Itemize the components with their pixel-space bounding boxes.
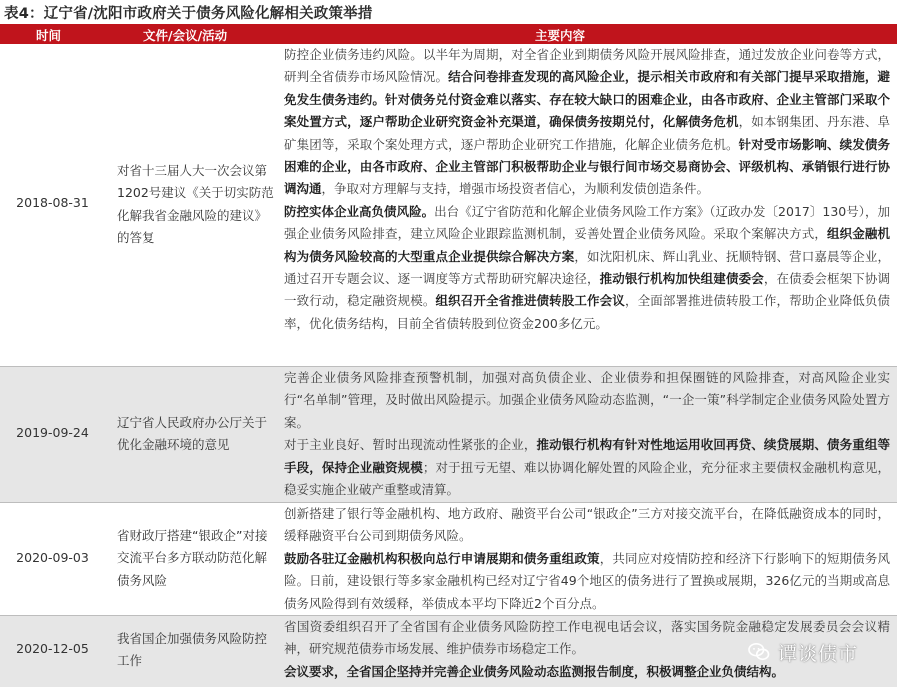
table-row <box>0 44 897 366</box>
bold-text-run: 会议要求，全省国企坚持并完善企业债务风险动态监测报告制度，积极调整企业负债结构。 <box>284 663 785 679</box>
bold-text-run: 推动银行机构有针对性地运用收回再贷、续贷展期、债务重组等手段，保持企业融资规模 <box>284 437 890 475</box>
watermark-text: 谭谈债市 <box>778 642 859 665</box>
bold-text-run: 组织金融机构为债务风险较高的大型重点企业提供综合解决方案 <box>284 226 890 264</box>
text-run: ，如本钢集团、丹东港、阜矿集团等，采取个案处理方式，逐户帮助企业研究工作措施，化解企业债务危机。 <box>284 114 890 152</box>
text-run: ，全面部署推进债转股工作，帮助企业降低负债率，优化债务结构，目前全省债转股到位资金200多亿元。 <box>284 293 890 331</box>
table-header <box>0 24 897 44</box>
content-paragraph <box>284 503 890 548</box>
row-document: 辽宁省人民政府办公厅关于优化金融环境的意见 <box>117 415 268 453</box>
row-document: 省财政厅搭建“银政企”对接交流平台多方联动防范化解债务风险 <box>117 528 268 588</box>
row-document: 对省十三届人大一次会议第1202号建议《关于切实防范化解我省金融风险的建议》的答复 <box>117 163 274 246</box>
content-paragraph <box>284 434 890 501</box>
row-date: 2018-08-31 <box>16 195 89 210</box>
header-content: 主要内容 <box>535 28 586 43</box>
text-run: 对于主业良好、暂时出现流动性紧张的企业， <box>284 437 537 453</box>
wechat-icon <box>748 642 770 662</box>
text-run: ；对于扭亏无望、难以协调化解处置的风险企业，充分征求主要债权金融机构意见，稳妥实施企业破产重整或清算。 <box>284 459 890 498</box>
text-run: 出台《辽宁省防范和化解企业债务风险工作方案》（辽政办发〔2017〕130号），加强企业债务风险排查，建立风险企业跟踪监测机制，妥善处置企业债务风险。采取个案解决方式， <box>284 203 890 242</box>
row-document: 我省国企加强债务风险防控工作 <box>117 631 268 669</box>
text-run: ，共同应对疫情防控和经济下行影响下的短期债务风险。日前，建设银行等多家金融机构已经对辽宁省49个地区的债务进行了置换或展期，326亿元的当期或高息债务风险得到有效缓释，举债成本平均下降近2个百分点。 <box>284 550 890 611</box>
bold-text-run: 结合问卷排查发现的高风险企业，提示相关市政府和有关部门提早采取措施，避免发生债务违约。针对债务兑付资金难以落实、存在较大缺口的困难企业，由各市政府、企业主管部门采取个案处置方式，逐户帮助企业研究资金补充渠道，确保债务按期兑付，化解债务危机 <box>284 69 890 130</box>
header-doc: 文件/会议/活动 <box>143 28 228 43</box>
text-run: 防控企业债务违约风险。以半年为周期，对全省企业到期债务风险开展风险排查，通过发放企业问卷等方式，研判全省债券市场风险情况。 <box>284 47 890 85</box>
row-content <box>284 503 890 615</box>
row-date: 2020-09-03 <box>16 550 89 565</box>
content-paragraph <box>284 201 890 335</box>
text-run: ，如沈阳机床、辉山乳业、抚顺特钢、营口嘉晨等企业，通过召开专题会议、逐一调度等方式帮助研究解决途径， <box>284 248 890 287</box>
row-content <box>284 44 890 335</box>
text-run: 省国资委组织召开了全省国有企业债务风险防控工作电视电话会议，落实国务院金融稳定发展委员会会议精神，研究规范债券市场发展、维护债券市场稳定工作。 <box>284 619 890 657</box>
bold-text-run: 防控实体企业高负债风险。 <box>284 203 435 219</box>
text-run: ，争取对方理解与支持，增强市场投资者信心，为顺利发债创造条件。 <box>321 181 710 197</box>
bold-text-run: 推动银行机构加快组建债委会 <box>599 271 764 287</box>
table-row <box>0 503 897 615</box>
text-run: 完善企业债务风险排查预警机制，加强对高负债企业、企业债券和担保圈链的风险排查，对高风险企业实行“名单制”管理，及时做出风险提示。加强企业债务风险动态监测，“一企一策”科学制定企业债务风险处置方案。 <box>284 370 890 430</box>
table-title: 表4：辽宁省/沈阳市政府关于债务风险化解相关政策举措 <box>4 6 373 22</box>
table-row <box>0 367 897 502</box>
bold-text-run: 组织召开全省推进债转股工作会议 <box>435 293 625 309</box>
bold-text-run: 针对受市场影响、续发债务困难的企业，由各市政府、企业主管部门积极帮助企业与银行间市场交易商协会、评级机构、承销银行进行协调沟通 <box>284 136 890 197</box>
row-date: 2020-12-05 <box>16 641 89 656</box>
bold-text-run: 鼓励各驻辽金融机构积极向总行申请展期和债务重组政策 <box>284 550 600 566</box>
header-time: 时间 <box>36 28 62 43</box>
text-run: ，在债委会框架下协调一致行动，稳定融资规模。 <box>284 271 890 309</box>
content-paragraph <box>284 367 890 434</box>
row-date: 2019-09-24 <box>16 425 89 440</box>
content-paragraph <box>284 548 890 615</box>
content-paragraph <box>284 44 890 201</box>
text-run: 创新搭建了银行等金融机构、地方政府、融资平台公司“银政企”三方对接交流平台，在降低融资成本的同时，缓释融资平台公司到期债务风险。 <box>284 506 890 544</box>
row-content <box>284 367 890 501</box>
watermark <box>748 637 858 667</box>
